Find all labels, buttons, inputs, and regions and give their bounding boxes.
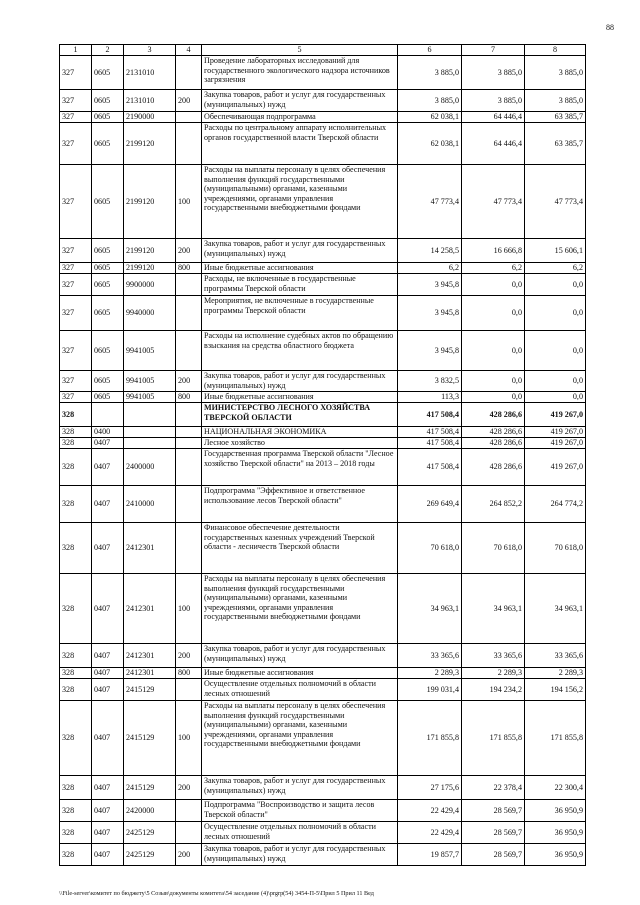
description-cell: Закупка товаров, работ и услуг для государственных (муниципальных) нужд bbox=[202, 776, 398, 800]
target-article-cell: 2400000 bbox=[124, 449, 176, 486]
table-row bbox=[60, 123, 586, 165]
amount-cell: 62 038,1 bbox=[398, 112, 462, 123]
table-row bbox=[60, 239, 586, 263]
expense-type-cell: 100 bbox=[176, 574, 202, 644]
table-row bbox=[60, 56, 586, 90]
amount-cell: 22 300,4 bbox=[525, 776, 586, 800]
amount-cell: 6,2 bbox=[525, 263, 586, 274]
description-cell: Закупка товаров, работ и услуг для государственных (муниципальных) нужд bbox=[202, 239, 398, 263]
table-row bbox=[60, 427, 586, 438]
amount-cell: 36 950,9 bbox=[525, 844, 586, 866]
ministry-code-cell: 328 bbox=[60, 822, 92, 844]
section-code-cell: 0605 bbox=[92, 123, 124, 165]
table-row bbox=[60, 263, 586, 274]
amount-cell: 62 038,1 bbox=[398, 123, 462, 165]
expense-type-cell: 200 bbox=[176, 844, 202, 866]
column-header: 3 bbox=[124, 45, 176, 56]
amount-cell: 269 649,4 bbox=[398, 486, 462, 523]
description-cell: НАЦИОНАЛЬНАЯ ЭКОНОМИКА bbox=[202, 427, 398, 438]
amount-cell: 3 885,0 bbox=[398, 90, 462, 112]
ministry-code-cell: 327 bbox=[60, 90, 92, 112]
expense-type-cell bbox=[176, 123, 202, 165]
target-article-cell: 2412301 bbox=[124, 668, 176, 679]
target-article-cell: 2412301 bbox=[124, 574, 176, 644]
amount-cell: 36 950,9 bbox=[525, 822, 586, 844]
description-cell: Иные бюджетные ассигнования bbox=[202, 668, 398, 679]
amount-cell: 19 857,7 bbox=[398, 844, 462, 866]
ministry-code-cell: 328 bbox=[60, 701, 92, 776]
section-code-cell: 0605 bbox=[92, 263, 124, 274]
amount-cell: 70 618,0 bbox=[462, 523, 525, 574]
section-code-cell: 0407 bbox=[92, 844, 124, 866]
amount-cell: 171 855,8 bbox=[462, 701, 525, 776]
ministry-code-cell: 328 bbox=[60, 679, 92, 701]
description-cell: Иные бюджетные ассигнования bbox=[202, 392, 398, 403]
amount-cell: 70 618,0 bbox=[398, 523, 462, 574]
ministry-code-cell: 328 bbox=[60, 486, 92, 523]
target-article-cell: 2199120 bbox=[124, 263, 176, 274]
target-article-cell: 2190000 bbox=[124, 112, 176, 123]
table-row bbox=[60, 776, 586, 800]
expense-type-cell: 200 bbox=[176, 776, 202, 800]
ministry-code-cell: 328 bbox=[60, 644, 92, 668]
amount-cell: 428 286,6 bbox=[462, 403, 525, 427]
target-article-cell bbox=[124, 403, 176, 427]
description-cell: Закупка товаров, работ и услуг для государственных (муниципальных) нужд bbox=[202, 90, 398, 112]
expense-type-cell bbox=[176, 427, 202, 438]
amount-cell: 0,0 bbox=[462, 371, 525, 392]
expense-type-cell: 200 bbox=[176, 644, 202, 668]
section-code-cell: 0407 bbox=[92, 523, 124, 574]
table-body bbox=[60, 56, 586, 866]
section-code-cell: 0407 bbox=[92, 668, 124, 679]
amount-cell: 171 855,8 bbox=[525, 701, 586, 776]
description-cell: Закупка товаров, работ и услуг для государственных (муниципальных) нужд bbox=[202, 844, 398, 866]
ministry-code-cell: 327 bbox=[60, 296, 92, 331]
description-cell: Подпрограмма "Эффективное и ответственное использование лесов Тверской области" bbox=[202, 486, 398, 523]
section-code-cell: 0407 bbox=[92, 776, 124, 800]
table-row bbox=[60, 392, 586, 403]
amount-cell: 2 289,3 bbox=[462, 668, 525, 679]
target-article-cell: 2131010 bbox=[124, 56, 176, 90]
expense-type-cell bbox=[176, 438, 202, 449]
page-number: 88 bbox=[606, 23, 614, 32]
amount-cell: 417 508,4 bbox=[398, 403, 462, 427]
amount-cell: 34 963,1 bbox=[462, 574, 525, 644]
amount-cell: 0,0 bbox=[525, 274, 586, 296]
column-header: 2 bbox=[92, 45, 124, 56]
section-code-cell: 0407 bbox=[92, 679, 124, 701]
amount-cell: 6,2 bbox=[462, 263, 525, 274]
section-code-cell: 0407 bbox=[92, 701, 124, 776]
amount-cell: 3 885,0 bbox=[462, 90, 525, 112]
description-cell: Обеспечивающая подпрограмма bbox=[202, 112, 398, 123]
expense-type-cell bbox=[176, 274, 202, 296]
amount-cell: 22 429,4 bbox=[398, 800, 462, 822]
target-article-cell: 2415129 bbox=[124, 679, 176, 701]
expense-type-cell bbox=[176, 449, 202, 486]
description-cell: Расходы по центральному аппарату исполнительных органов государственной власти Тверской области bbox=[202, 123, 398, 165]
amount-cell: 27 175,6 bbox=[398, 776, 462, 800]
expense-type-cell: 800 bbox=[176, 392, 202, 403]
section-code-cell: 0605 bbox=[92, 296, 124, 331]
section-code-cell: 0605 bbox=[92, 392, 124, 403]
description-cell: Подпрограмма "Воспроизводство и защита лесов Тверской области" bbox=[202, 800, 398, 822]
section-code-cell: 0605 bbox=[92, 112, 124, 123]
amount-cell: 0,0 bbox=[462, 274, 525, 296]
amount-cell: 33 365,6 bbox=[398, 644, 462, 668]
ministry-code-cell: 328 bbox=[60, 844, 92, 866]
target-article-cell: 2131010 bbox=[124, 90, 176, 112]
table-row bbox=[60, 90, 586, 112]
table-row bbox=[60, 274, 586, 296]
section-code-cell: 0407 bbox=[92, 800, 124, 822]
column-header: 5 bbox=[202, 45, 398, 56]
section-code-cell: 0407 bbox=[92, 486, 124, 523]
amount-cell: 63 385,7 bbox=[525, 123, 586, 165]
amount-cell: 199 031,4 bbox=[398, 679, 462, 701]
amount-cell: 3 945,8 bbox=[398, 331, 462, 371]
expense-type-cell bbox=[176, 296, 202, 331]
amount-cell: 28 569,7 bbox=[462, 822, 525, 844]
amount-cell: 36 950,9 bbox=[525, 800, 586, 822]
amount-cell: 194 234,2 bbox=[462, 679, 525, 701]
amount-cell: 171 855,8 bbox=[398, 701, 462, 776]
table-row bbox=[60, 701, 586, 776]
table-row bbox=[60, 438, 586, 449]
amount-cell: 0,0 bbox=[525, 296, 586, 331]
expense-type-cell: 200 bbox=[176, 239, 202, 263]
description-cell: Закупка товаров, работ и услуг для государственных (муниципальных) нужд bbox=[202, 371, 398, 392]
ministry-code-cell: 327 bbox=[60, 263, 92, 274]
section-code-cell: 0407 bbox=[92, 822, 124, 844]
table-row bbox=[60, 296, 586, 331]
expense-type-cell bbox=[176, 112, 202, 123]
amount-cell: 2 289,3 bbox=[525, 668, 586, 679]
target-article-cell: 2425129 bbox=[124, 844, 176, 866]
amount-cell: 428 286,6 bbox=[462, 438, 525, 449]
target-article-cell: 2415129 bbox=[124, 701, 176, 776]
table-row bbox=[60, 644, 586, 668]
expense-type-cell: 100 bbox=[176, 701, 202, 776]
amount-cell: 0,0 bbox=[462, 392, 525, 403]
amount-cell: 33 365,6 bbox=[525, 644, 586, 668]
amount-cell: 16 666,8 bbox=[462, 239, 525, 263]
amount-cell: 264 852,2 bbox=[462, 486, 525, 523]
description-cell: Финансовое обеспечение деятельности государственных казенных учреждений Тверской области - лесничеств Тверской области bbox=[202, 523, 398, 574]
table-row bbox=[60, 486, 586, 523]
table-row bbox=[60, 844, 586, 866]
column-header: 1 bbox=[60, 45, 92, 56]
section-code-cell: 0605 bbox=[92, 331, 124, 371]
target-article-cell: 2415129 bbox=[124, 776, 176, 800]
expense-type-cell bbox=[176, 331, 202, 371]
amount-cell: 194 156,2 bbox=[525, 679, 586, 701]
target-article-cell: 2410000 bbox=[124, 486, 176, 523]
table-row bbox=[60, 112, 586, 123]
amount-cell: 0,0 bbox=[525, 392, 586, 403]
amount-cell: 15 606,1 bbox=[525, 239, 586, 263]
description-cell: Мероприятия, не включенные в государственные программы Тверской области bbox=[202, 296, 398, 331]
amount-cell: 2 289,3 bbox=[398, 668, 462, 679]
expense-type-cell bbox=[176, 800, 202, 822]
section-code-cell bbox=[92, 403, 124, 427]
expense-type-cell: 100 bbox=[176, 165, 202, 239]
ministry-code-cell: 327 bbox=[60, 331, 92, 371]
amount-cell: 3 885,0 bbox=[462, 56, 525, 90]
table-row bbox=[60, 668, 586, 679]
amount-cell: 3 885,0 bbox=[525, 90, 586, 112]
table-row bbox=[60, 403, 586, 427]
amount-cell: 113,3 bbox=[398, 392, 462, 403]
file-path-footer: \\File-server\комитет по бюджету\5 Созыв\документы комитета\54 заседание (4)\prgrp(54) 3454-П-5\Прил 5 Прил 11 Вед bbox=[59, 890, 374, 897]
target-article-cell: 9941005 bbox=[124, 371, 176, 392]
expense-type-cell bbox=[176, 523, 202, 574]
ministry-code-cell: 328 bbox=[60, 449, 92, 486]
column-header: 7 bbox=[462, 45, 525, 56]
section-code-cell: 0605 bbox=[92, 239, 124, 263]
amount-cell: 3 945,8 bbox=[398, 274, 462, 296]
expense-type-cell bbox=[176, 56, 202, 90]
ministry-code-cell: 327 bbox=[60, 392, 92, 403]
table-row bbox=[60, 331, 586, 371]
section-code-cell: 0407 bbox=[92, 438, 124, 449]
amount-cell: 3 885,0 bbox=[398, 56, 462, 90]
amount-cell: 64 446,4 bbox=[462, 123, 525, 165]
section-code-cell: 0407 bbox=[92, 574, 124, 644]
table-row bbox=[60, 679, 586, 701]
target-article-cell: 2199120 bbox=[124, 165, 176, 239]
amount-cell: 47 773,4 bbox=[398, 165, 462, 239]
description-cell: Расходы на исполнение судебных актов по обращению взыскания на средства областного бюджета bbox=[202, 331, 398, 371]
amount-cell: 22 429,4 bbox=[398, 822, 462, 844]
target-article-cell: 9940000 bbox=[124, 296, 176, 331]
expense-type-cell: 200 bbox=[176, 90, 202, 112]
amount-cell: 34 963,1 bbox=[525, 574, 586, 644]
amount-cell: 0,0 bbox=[525, 331, 586, 371]
table-header-row bbox=[60, 45, 586, 56]
amount-cell: 264 774,2 bbox=[525, 486, 586, 523]
amount-cell: 428 286,6 bbox=[462, 449, 525, 486]
column-header: 6 bbox=[398, 45, 462, 56]
section-code-cell: 0400 bbox=[92, 427, 124, 438]
ministry-code-cell: 327 bbox=[60, 56, 92, 90]
target-article-cell: 9900000 bbox=[124, 274, 176, 296]
description-cell: Иные бюджетные ассигнования bbox=[202, 263, 398, 274]
ministry-code-cell: 328 bbox=[60, 776, 92, 800]
amount-cell: 419 267,0 bbox=[525, 427, 586, 438]
amount-cell: 419 267,0 bbox=[525, 438, 586, 449]
ministry-code-cell: 328 bbox=[60, 800, 92, 822]
amount-cell: 3 832,5 bbox=[398, 371, 462, 392]
expense-type-cell: 800 bbox=[176, 263, 202, 274]
table-row bbox=[60, 523, 586, 574]
ministry-code-cell: 328 bbox=[60, 523, 92, 574]
description-cell: Проведение лабораторных исследований для государственного экологического надзора источников загрязнения bbox=[202, 56, 398, 90]
description-cell: Лесное хозяйство bbox=[202, 438, 398, 449]
table-row bbox=[60, 165, 586, 239]
expense-type-cell: 800 bbox=[176, 668, 202, 679]
table-row bbox=[60, 574, 586, 644]
table-row bbox=[60, 371, 586, 392]
description-cell: Расходы, не включенные в государственные программы Тверской области bbox=[202, 274, 398, 296]
amount-cell: 47 773,4 bbox=[462, 165, 525, 239]
table-row bbox=[60, 800, 586, 822]
amount-cell: 419 267,0 bbox=[525, 449, 586, 486]
target-article-cell: 2199120 bbox=[124, 239, 176, 263]
amount-cell: 0,0 bbox=[525, 371, 586, 392]
description-cell: Закупка товаров, работ и услуг для государственных (муниципальных) нужд bbox=[202, 644, 398, 668]
description-cell: Расходы на выплаты персоналу в целях обеспечения выполнения функций государственными (муниципальными) органами, казенными учреждениями, органами управления государственными внебюджетными фондами bbox=[202, 574, 398, 644]
amount-cell: 63 385,7 bbox=[525, 112, 586, 123]
description-cell: МИНИСТЕРСТВО ЛЕСНОГО ХОЗЯЙСТВА ТВЕРСКОЙ ОБЛАСТИ bbox=[202, 403, 398, 427]
amount-cell: 417 508,4 bbox=[398, 449, 462, 486]
description-cell: Осуществление отдельных полномочий в области лесных отношений bbox=[202, 822, 398, 844]
target-article-cell: 2425129 bbox=[124, 822, 176, 844]
amount-cell: 34 963,1 bbox=[398, 574, 462, 644]
amount-cell: 33 365,6 bbox=[462, 644, 525, 668]
target-article-cell: 2412301 bbox=[124, 644, 176, 668]
amount-cell: 64 446,4 bbox=[462, 112, 525, 123]
ministry-code-cell: 327 bbox=[60, 165, 92, 239]
ministry-code-cell: 327 bbox=[60, 112, 92, 123]
section-code-cell: 0605 bbox=[92, 274, 124, 296]
target-article-cell: 2199120 bbox=[124, 123, 176, 165]
amount-cell: 3 945,8 bbox=[398, 296, 462, 331]
amount-cell: 428 286,6 bbox=[462, 427, 525, 438]
expense-type-cell bbox=[176, 822, 202, 844]
target-article-cell: 9941005 bbox=[124, 331, 176, 371]
ministry-code-cell: 327 bbox=[60, 371, 92, 392]
ministry-code-cell: 327 bbox=[60, 274, 92, 296]
amount-cell: 3 885,0 bbox=[525, 56, 586, 90]
amount-cell: 22 378,4 bbox=[462, 776, 525, 800]
target-article-cell: 2420000 bbox=[124, 800, 176, 822]
section-code-cell: 0407 bbox=[92, 449, 124, 486]
expense-type-cell bbox=[176, 679, 202, 701]
description-cell: Расходы на выплаты персоналу в целях обеспечения выполнения функций государственными (муниципальными) органами, казенными учреждениями, органами управления государственными внебюджетными фондами bbox=[202, 165, 398, 239]
ministry-code-cell: 327 bbox=[60, 123, 92, 165]
target-article-cell: 2412301 bbox=[124, 523, 176, 574]
amount-cell: 14 258,5 bbox=[398, 239, 462, 263]
amount-cell: 0,0 bbox=[462, 296, 525, 331]
section-code-cell: 0605 bbox=[92, 56, 124, 90]
column-header: 8 bbox=[525, 45, 586, 56]
section-code-cell: 0605 bbox=[92, 90, 124, 112]
ministry-code-cell: 327 bbox=[60, 239, 92, 263]
amount-cell: 417 508,4 bbox=[398, 427, 462, 438]
section-code-cell: 0407 bbox=[92, 644, 124, 668]
table-row bbox=[60, 449, 586, 486]
description-cell: Осуществление отдельных полномочий в области лесных отношений bbox=[202, 679, 398, 701]
amount-cell: 417 508,4 bbox=[398, 438, 462, 449]
ministry-code-cell: 328 bbox=[60, 438, 92, 449]
description-cell: Государственная программа Тверской области "Лесное хозяйство Тверской области" на 2013 – 2018 годы bbox=[202, 449, 398, 486]
amount-cell: 47 773,4 bbox=[525, 165, 586, 239]
expense-type-cell bbox=[176, 486, 202, 523]
table-row bbox=[60, 822, 586, 844]
target-article-cell: 9941005 bbox=[124, 392, 176, 403]
amount-cell: 28 569,7 bbox=[462, 800, 525, 822]
ministry-code-cell: 328 bbox=[60, 668, 92, 679]
amount-cell: 419 267,0 bbox=[525, 403, 586, 427]
amount-cell: 70 618,0 bbox=[525, 523, 586, 574]
section-code-cell: 0605 bbox=[92, 165, 124, 239]
amount-cell: 6,2 bbox=[398, 263, 462, 274]
expense-type-cell bbox=[176, 403, 202, 427]
target-article-cell bbox=[124, 427, 176, 438]
budget-table bbox=[59, 44, 586, 866]
target-article-cell bbox=[124, 438, 176, 449]
section-code-cell: 0605 bbox=[92, 371, 124, 392]
amount-cell: 28 569,7 bbox=[462, 844, 525, 866]
ministry-code-cell: 328 bbox=[60, 574, 92, 644]
expense-type-cell: 200 bbox=[176, 371, 202, 392]
ministry-code-cell: 328 bbox=[60, 427, 92, 438]
description-cell: Расходы на выплаты персоналу в целях обеспечения выполнения функций государственными (муниципальными) органами, казенными учреждениями, органами управления государственными внебюджетными фондами bbox=[202, 701, 398, 776]
column-header: 4 bbox=[176, 45, 202, 56]
ministry-code-cell: 328 bbox=[60, 403, 92, 427]
amount-cell: 0,0 bbox=[462, 331, 525, 371]
